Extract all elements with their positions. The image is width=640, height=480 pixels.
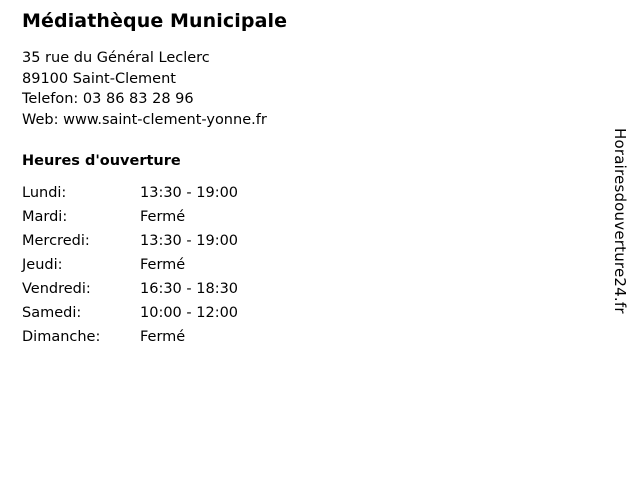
time-value: Fermé bbox=[140, 257, 186, 273]
day-label: Vendredi: bbox=[22, 281, 91, 297]
time-value: 13:30 - 19:00 bbox=[140, 185, 239, 201]
phone-number: Telefon: 03 86 83 28 96 bbox=[22, 91, 194, 107]
opening-hours-table bbox=[22, 184, 238, 352]
opening-hours-heading: Heures d'ouverture bbox=[22, 153, 181, 169]
table-row bbox=[22, 304, 238, 328]
address-block bbox=[22, 48, 582, 130]
day-label: Mercredi: bbox=[22, 233, 90, 249]
watermark-sidebar bbox=[610, 128, 634, 458]
table-row bbox=[22, 328, 238, 352]
day-label: Mardi: bbox=[22, 209, 68, 225]
time-value: 13:30 - 19:00 bbox=[140, 233, 239, 249]
watermark-text: Horairesdouverture24.fr bbox=[611, 128, 629, 314]
time-value: 16:30 - 18:30 bbox=[140, 281, 239, 297]
day-label: Lundi: bbox=[22, 185, 67, 201]
day-label: Dimanche: bbox=[22, 329, 101, 345]
time-value: Fermé bbox=[140, 329, 186, 345]
street-address: 35 rue du Général Leclerc bbox=[22, 50, 210, 66]
table-row bbox=[22, 232, 238, 256]
website-url: Web: www.saint-clement-yonne.fr bbox=[22, 111, 267, 128]
city-address: 89100 Saint-Clement bbox=[22, 70, 176, 87]
business-info-block bbox=[22, 10, 582, 352]
page-title: Médiathèque Municipale bbox=[22, 10, 288, 32]
table-row bbox=[22, 208, 238, 232]
table-row bbox=[22, 184, 238, 208]
time-value: Fermé bbox=[140, 209, 186, 225]
day-label: Samedi: bbox=[22, 305, 82, 321]
time-value: 10:00 - 12:00 bbox=[140, 305, 239, 321]
table-row bbox=[22, 280, 238, 304]
table-row bbox=[22, 256, 238, 280]
day-label: Jeudi: bbox=[22, 257, 63, 273]
